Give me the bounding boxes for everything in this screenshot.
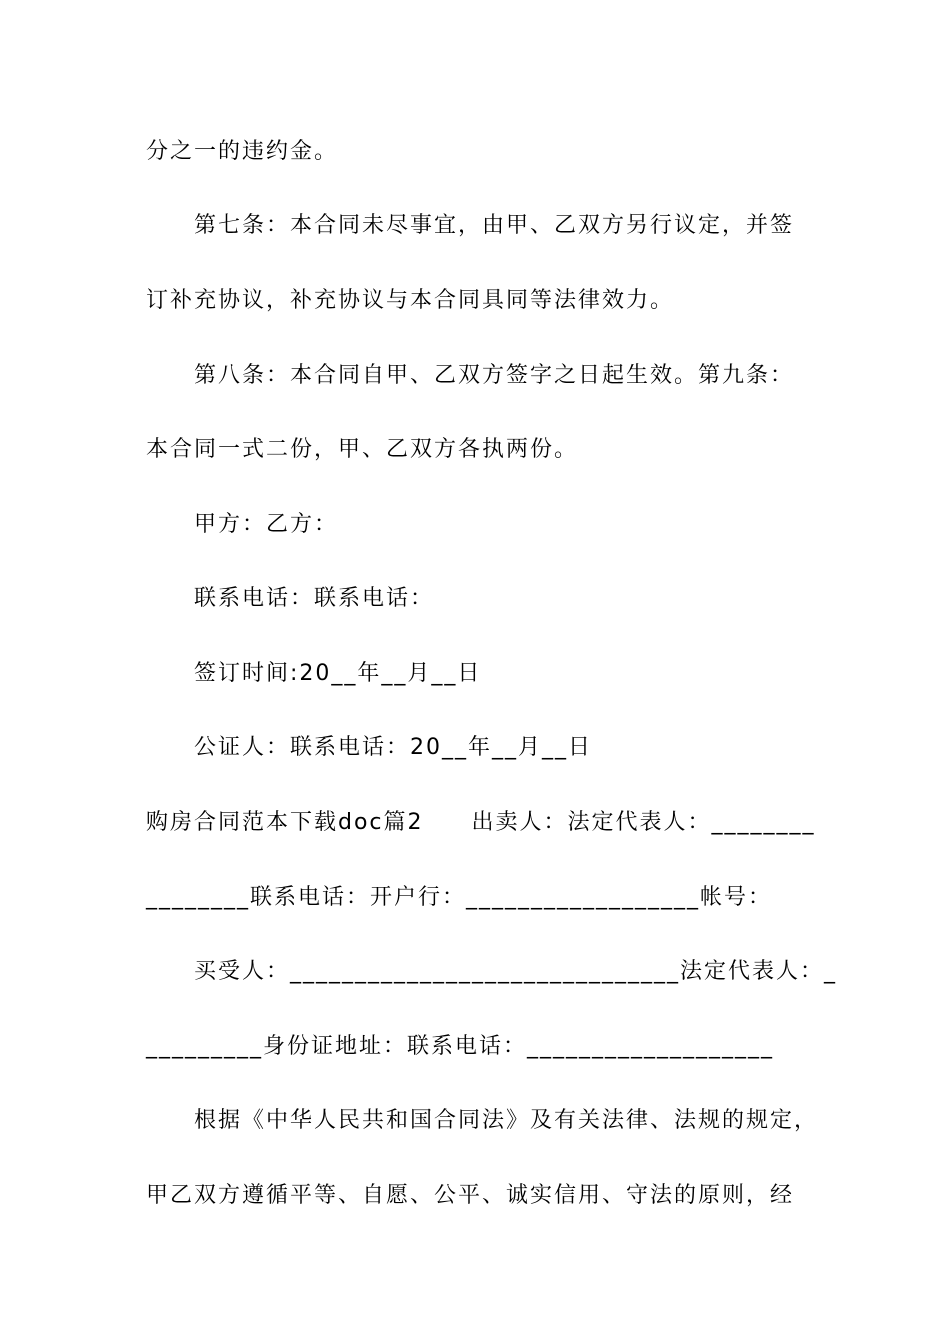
text-line-buyer: 买受人：______________________________法定代表人：_ <box>194 959 838 984</box>
text-line-article-7: 第七条：本合同未尽事宜，由甲、乙双方另行议定，并签 <box>194 213 795 238</box>
text-line-party-labels: 甲方：乙方： <box>194 512 339 537</box>
text-line-seller-contact: ________联系电话：开户行：__________________帐号： <box>146 885 773 910</box>
text-line-penalty-end: 分之一的违约金。 <box>146 139 339 164</box>
text-line-buyer-contact: _________身份证地址：联系电话：___________________ <box>146 1034 775 1059</box>
text-line-notary: 公证人：联系电话：20__年__月__日 <box>194 735 592 760</box>
text-line-legal-basis: 根据《中华人民共和国合同法》及有关法律、法规的规定， <box>194 1108 819 1133</box>
text-line-article-9-cont: 本合同一式二份，甲、乙双方各执两份。 <box>146 437 579 462</box>
text-line-article-7-cont: 订补充协议，补充协议与本合同具同等法律效力。 <box>146 288 675 313</box>
text-line-phone-labels: 联系电话：联系电话： <box>194 586 435 611</box>
text-line-section-2-seller: 购房合同范本下载doc篇2 出卖人：法定代表人：________ <box>146 810 816 835</box>
text-line-principles: 甲乙双方遵循平等、自愿、公平、诚实信用、守法的原则，经 <box>146 1183 795 1208</box>
text-line-article-8-9: 第八条：本合同自甲、乙双方签字之日起生效。第九条： <box>194 363 795 388</box>
text-line-signing-date: 签订时间:20__年__月__日 <box>194 661 482 686</box>
